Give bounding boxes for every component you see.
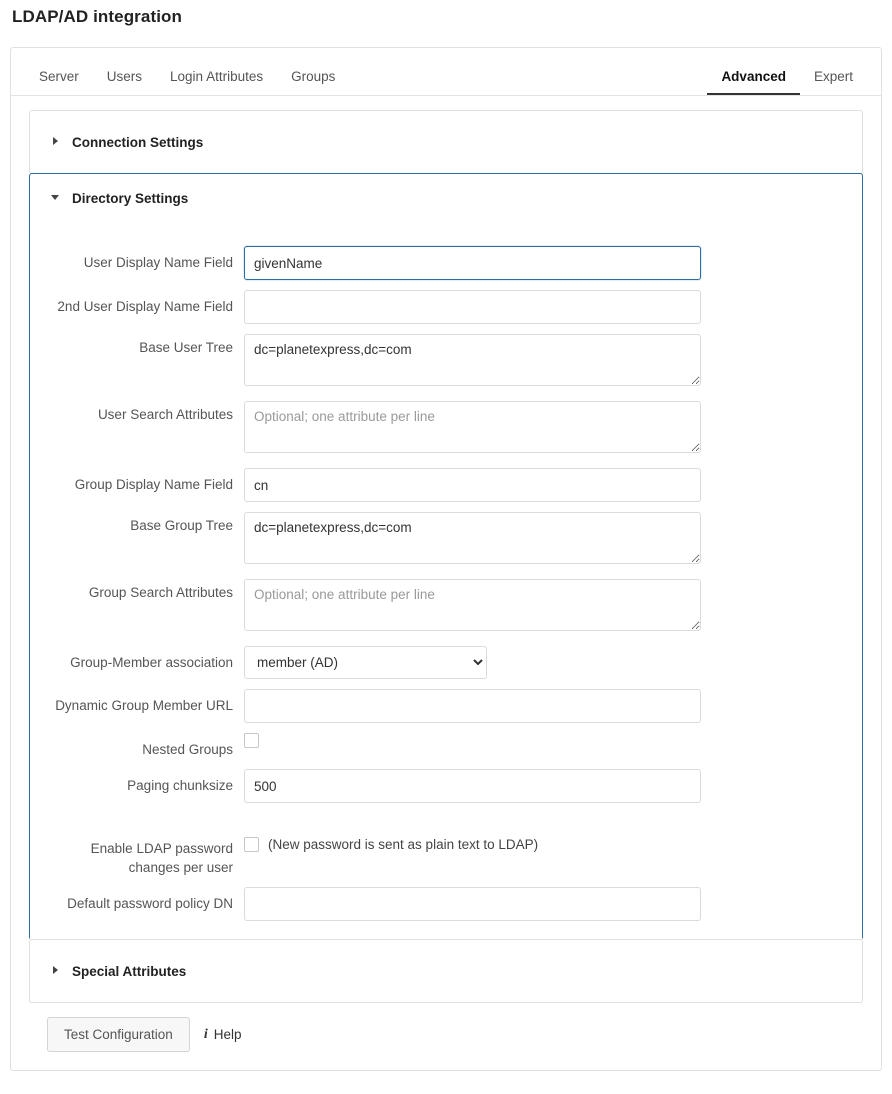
tab-advanced[interactable]: Advanced xyxy=(707,69,800,95)
row-user-display-name xyxy=(30,246,862,280)
section-directory-settings-header[interactable] xyxy=(30,174,862,222)
page-title: LDAP/AD integration xyxy=(12,7,183,26)
user-display-name-2-input[interactable] xyxy=(244,290,701,324)
label-base-group-tree: Base Group Tree xyxy=(130,518,233,533)
label-user-display-name: User Display Name Field xyxy=(83,255,233,270)
test-configuration-button[interactable]: Test Configuration xyxy=(47,1017,190,1052)
label-enable-ldap-password-changes: Enable LDAP password changes per user xyxy=(90,841,233,875)
label-base-user-tree: Base User Tree xyxy=(139,340,233,355)
label-group-display-name: Group Display Name Field xyxy=(74,477,233,492)
settings-content xyxy=(11,96,881,1070)
row-default-password-policy-dn xyxy=(30,887,862,921)
row-user-search-attributes xyxy=(30,401,862,458)
row-base-group-tree xyxy=(30,512,862,569)
label-group-search-attributes: Group Search Attributes xyxy=(88,585,233,600)
info-icon: i xyxy=(203,1026,208,1042)
default-password-policy-dn-input[interactable] xyxy=(244,887,701,921)
tab-groups[interactable]: Groups xyxy=(291,69,336,84)
enable-ldap-password-changes-checkbox[interactable] xyxy=(244,837,259,852)
row-enable-ldap-password-changes xyxy=(30,813,862,877)
tab-expert[interactable]: Expert xyxy=(813,69,853,84)
row-user-display-name-2 xyxy=(30,290,862,324)
row-group-display-name xyxy=(30,468,862,502)
tab-login-attributes[interactable]: Login Attributes xyxy=(170,69,264,84)
group-member-association-select[interactable] xyxy=(244,646,487,679)
tab-server[interactable]: Server xyxy=(39,69,79,84)
label-dynamic-group-member-url: Dynamic Group Member URL xyxy=(55,698,233,713)
section-directory-settings xyxy=(29,173,863,940)
section-special-attributes-title: Special Attributes xyxy=(72,963,187,979)
help-link[interactable] xyxy=(204,1027,242,1043)
chevron-right-icon xyxy=(50,964,64,978)
dynamic-group-member-url-input[interactable] xyxy=(244,689,701,723)
paging-chunksize-input[interactable] xyxy=(244,769,701,803)
row-group-search-attributes xyxy=(30,579,862,636)
user-display-name-input[interactable] xyxy=(244,246,701,280)
row-dynamic-group-member-url xyxy=(30,689,862,723)
label-user-display-name-2: 2nd User Display Name Field xyxy=(57,299,233,314)
label-nested-groups: Nested Groups xyxy=(142,742,233,757)
label-user-search-attributes: User Search Attributes xyxy=(97,407,233,422)
user-search-attributes-textarea[interactable] xyxy=(244,401,701,453)
section-special-attributes xyxy=(29,939,863,1003)
row-paging-chunksize xyxy=(30,769,862,803)
ldap-settings-panel xyxy=(10,47,882,1071)
section-directory-settings-title: Directory Settings xyxy=(72,190,189,206)
base-user-tree-textarea[interactable] xyxy=(244,334,701,386)
tabbar xyxy=(11,48,881,96)
section-connection-settings xyxy=(29,110,863,174)
enable-ldap-password-changes-note: (New password is sent as plain text to LDAP) xyxy=(268,837,539,852)
row-group-member-association xyxy=(30,646,862,679)
help-label: Help xyxy=(213,1027,242,1042)
tab-users[interactable]: Users xyxy=(106,69,143,84)
row-nested-groups xyxy=(30,733,862,759)
row-base-user-tree xyxy=(30,334,862,391)
group-search-attributes-textarea[interactable] xyxy=(244,579,701,631)
chevron-down-icon xyxy=(50,191,64,205)
nested-groups-checkbox[interactable] xyxy=(244,733,259,748)
section-connection-settings-title: Connection Settings xyxy=(72,134,204,150)
section-special-attributes-header[interactable] xyxy=(30,940,862,1002)
section-connection-settings-header[interactable] xyxy=(30,111,862,173)
label-group-member-association: Group-Member association xyxy=(70,655,233,670)
label-paging-chunksize: Paging chunksize xyxy=(127,778,233,793)
chevron-right-icon xyxy=(50,135,64,149)
label-default-password-policy-dn: Default password policy DN xyxy=(67,896,233,911)
base-group-tree-textarea[interactable] xyxy=(244,512,701,564)
group-display-name-input[interactable] xyxy=(244,468,701,502)
section-directory-settings-body xyxy=(30,222,862,939)
tabbar-right-group xyxy=(707,69,867,95)
footer-actions xyxy=(29,1003,863,1052)
